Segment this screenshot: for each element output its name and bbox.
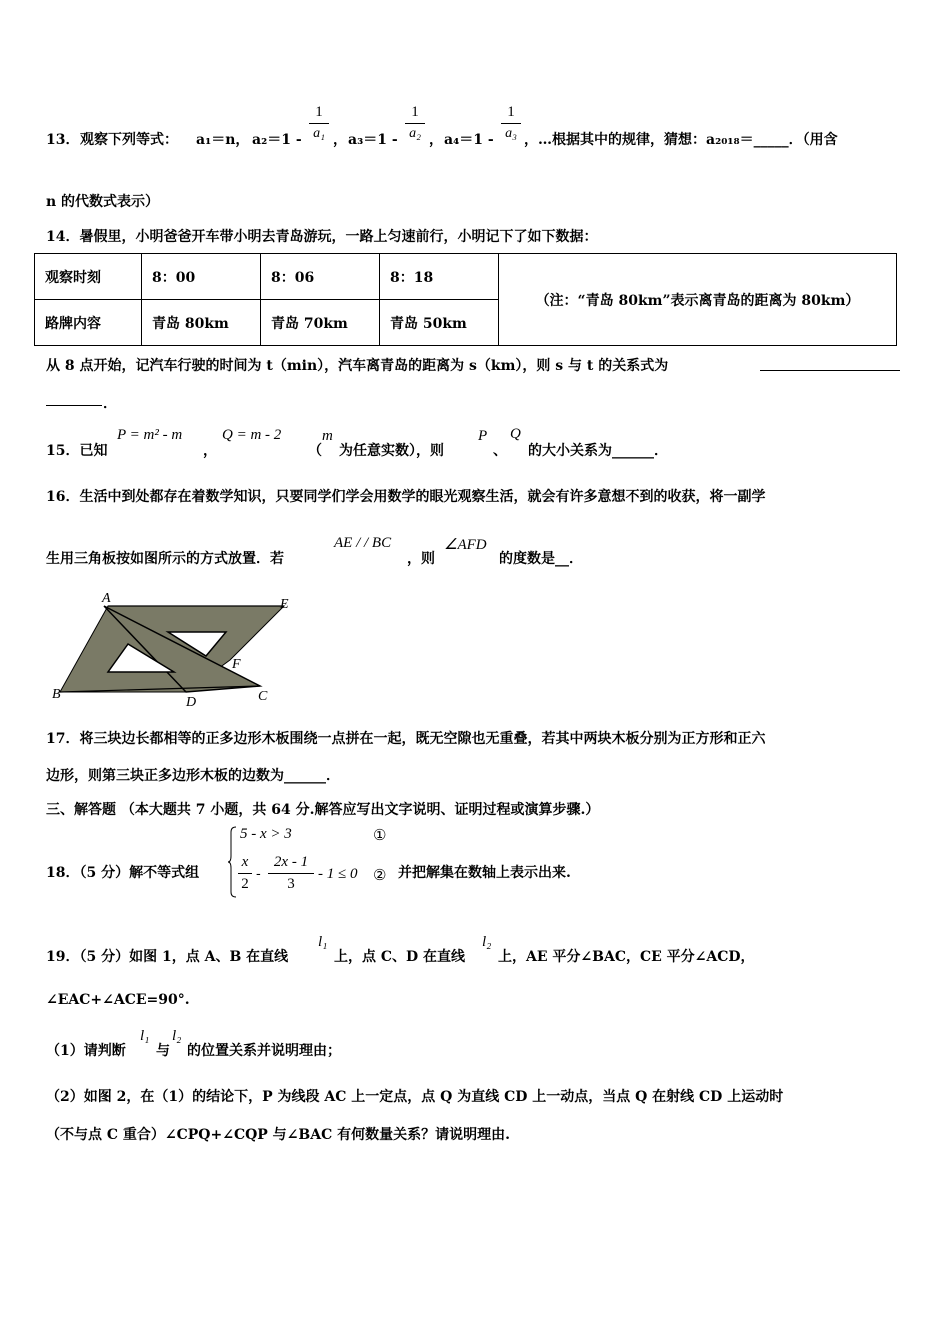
q19-l2: l₂ [482, 934, 492, 950]
q13-prefix: 观察下列等式： [80, 132, 178, 148]
label-C: C [258, 689, 268, 704]
q13-fraction-1: 1 a₁ [309, 104, 329, 142]
label-F: F [232, 657, 241, 672]
q13-a4: a₄＝1 - [444, 132, 494, 148]
q19-sub1a: （1）请判断 [46, 1043, 126, 1059]
q14-after: 从 8 点开始，记汽车行驶的时间为 t（min），汽车离青岛的距离为 s（km），则 s 与 t 的关系式为 [46, 358, 669, 374]
q16-line2a: 生用三角板按如图所示的方式放置．若 [46, 551, 284, 567]
table-cell: 路牌内容 [35, 300, 142, 346]
q15-paren: （ [308, 443, 322, 459]
q19-sub1-l2: l₂ [172, 1028, 182, 1044]
q19-line1c: 上，AE 平分∠BAC，CE 平分∠ACD， [498, 949, 755, 965]
table-cell: 青岛 70km [261, 300, 380, 346]
q13-fraction-3: 1 a₃ [501, 104, 521, 142]
label-E: E [280, 597, 289, 612]
q17-line2: 边形，则第三块正多边形木板的边数为______． [46, 768, 340, 784]
q15-Q: Q [510, 426, 521, 442]
q14-text: 14．暑假里，小明爸爸开车带小明去青岛游玩，一路上匀速前行，小明记下了如下数据： [46, 229, 598, 245]
q18-mark2: ② [373, 866, 387, 884]
q13-tail: ，…根据其中的规律，猜想：a₂₀₁₈＝_____．（用含 [524, 132, 838, 148]
q14-answer-blank-1 [760, 370, 900, 371]
q15-m: m [322, 428, 333, 444]
q13-a1: a₁＝n， [196, 132, 250, 148]
q16-parallel: AE / / BC [334, 535, 392, 551]
q19-sub2a: （2）如图 2，在（1）的结论下，P 为线段 AC 上一定点，点 Q 为直线 CD 上一动点，当点 Q 在射线 CD 上运动时 [46, 1089, 784, 1105]
q17-line1: 17．将三块边长都相等的正多边形木板围绕一点拼在一起，既无空隙也无重叠，若其中两块木板分别为正方形和正六 [46, 731, 766, 747]
q18-mark1: ① [373, 826, 387, 844]
q13-sep-1: ， [333, 132, 347, 148]
q18-ineq1: 5 - x > 3 [240, 826, 292, 842]
q13-line2: n 的代数式表示） [46, 194, 160, 210]
q15-comma: ， [203, 443, 217, 459]
q15-mid: 为任意实数），则 [339, 443, 444, 459]
triangle-rulers-figure [44, 588, 304, 710]
q19-sub2b: （不与点 C 重合）∠CPQ+∠CQP 与∠BAC 有何数量关系？请说明理由. [46, 1127, 511, 1143]
table-note: （注：“青岛 80km”表示离青岛的距离为 80km） [499, 254, 897, 346]
system-brace [228, 826, 238, 898]
q15-dun: 、 [493, 443, 507, 459]
table-cell: 8：18 [380, 254, 499, 300]
observation-table [34, 253, 897, 346]
q16-line2c: 的度数是__． [499, 551, 583, 567]
q15-Q-expr: Q = m - 2 [222, 427, 282, 443]
q18-minus: - [256, 866, 261, 882]
q13-sep-2: ， [429, 132, 443, 148]
label-A: A [102, 591, 111, 606]
q16-line1: 16．生活中到处都存在着数学知识，只要同学们学会用数学的眼光观察生活，就会有许多意想不到的收获，将一副学 [46, 489, 766, 505]
q19-line1a: 19．（5 分）如图 1，点 A、B 在直线 [46, 949, 289, 965]
q19-sub1-l1: l₁ [140, 1028, 150, 1044]
q18-fraction-2x-1: 2x - 1 3 [268, 854, 314, 893]
q13-a3: a₃＝1 - [348, 132, 398, 148]
q18-prefix: 18．（5 分）解不等式组 [46, 865, 200, 881]
q19-line2: ∠EAC+∠ACE=90°. [46, 992, 190, 1008]
q14-answer-blank-2 [46, 405, 102, 406]
q16-line2b: ，则 [407, 551, 435, 567]
table-cell: 青岛 80km [142, 300, 261, 346]
q18-fraction-x2: x 2 [238, 854, 252, 893]
table-cell: 观察时刻 [35, 254, 142, 300]
q19-sub1c: 的位置关系并说明理由； [187, 1043, 341, 1059]
q18-rest: - 1 ≤ 0 [318, 866, 358, 882]
section-3-heading: 三、解答题 （本大题共 7 小题，共 64 分.解答应写出文字说明、证明过程或演算步骤.） [46, 802, 600, 818]
q19-l1: l₁ [318, 934, 328, 950]
q19-sub1b: 与 [156, 1043, 170, 1059]
q13-number: 13． [46, 132, 80, 148]
q15-tail: 的大小关系为______． [528, 443, 668, 459]
q14-after2: ． [103, 396, 117, 412]
q13-fraction-2: 1 a₂ [405, 104, 425, 142]
q15-P-expr: P = m² - m [117, 427, 183, 443]
q15-prefix: 15．已知 [46, 443, 108, 459]
q16-angle: ∠AFD [444, 537, 487, 553]
table-cell: 8：00 [142, 254, 261, 300]
q15-P: P [478, 428, 488, 444]
label-B: B [52, 687, 61, 702]
table-cell: 8：06 [261, 254, 380, 300]
q13-a2: a₂＝1 - [252, 132, 302, 148]
q18-suffix: 并把解集在数轴上表示出来. [398, 865, 571, 881]
label-D: D [186, 695, 197, 710]
table-row [35, 254, 897, 300]
table-cell: 青岛 50km [380, 300, 499, 346]
q19-line1b: 上，点 C、D 在直线 [334, 949, 466, 965]
